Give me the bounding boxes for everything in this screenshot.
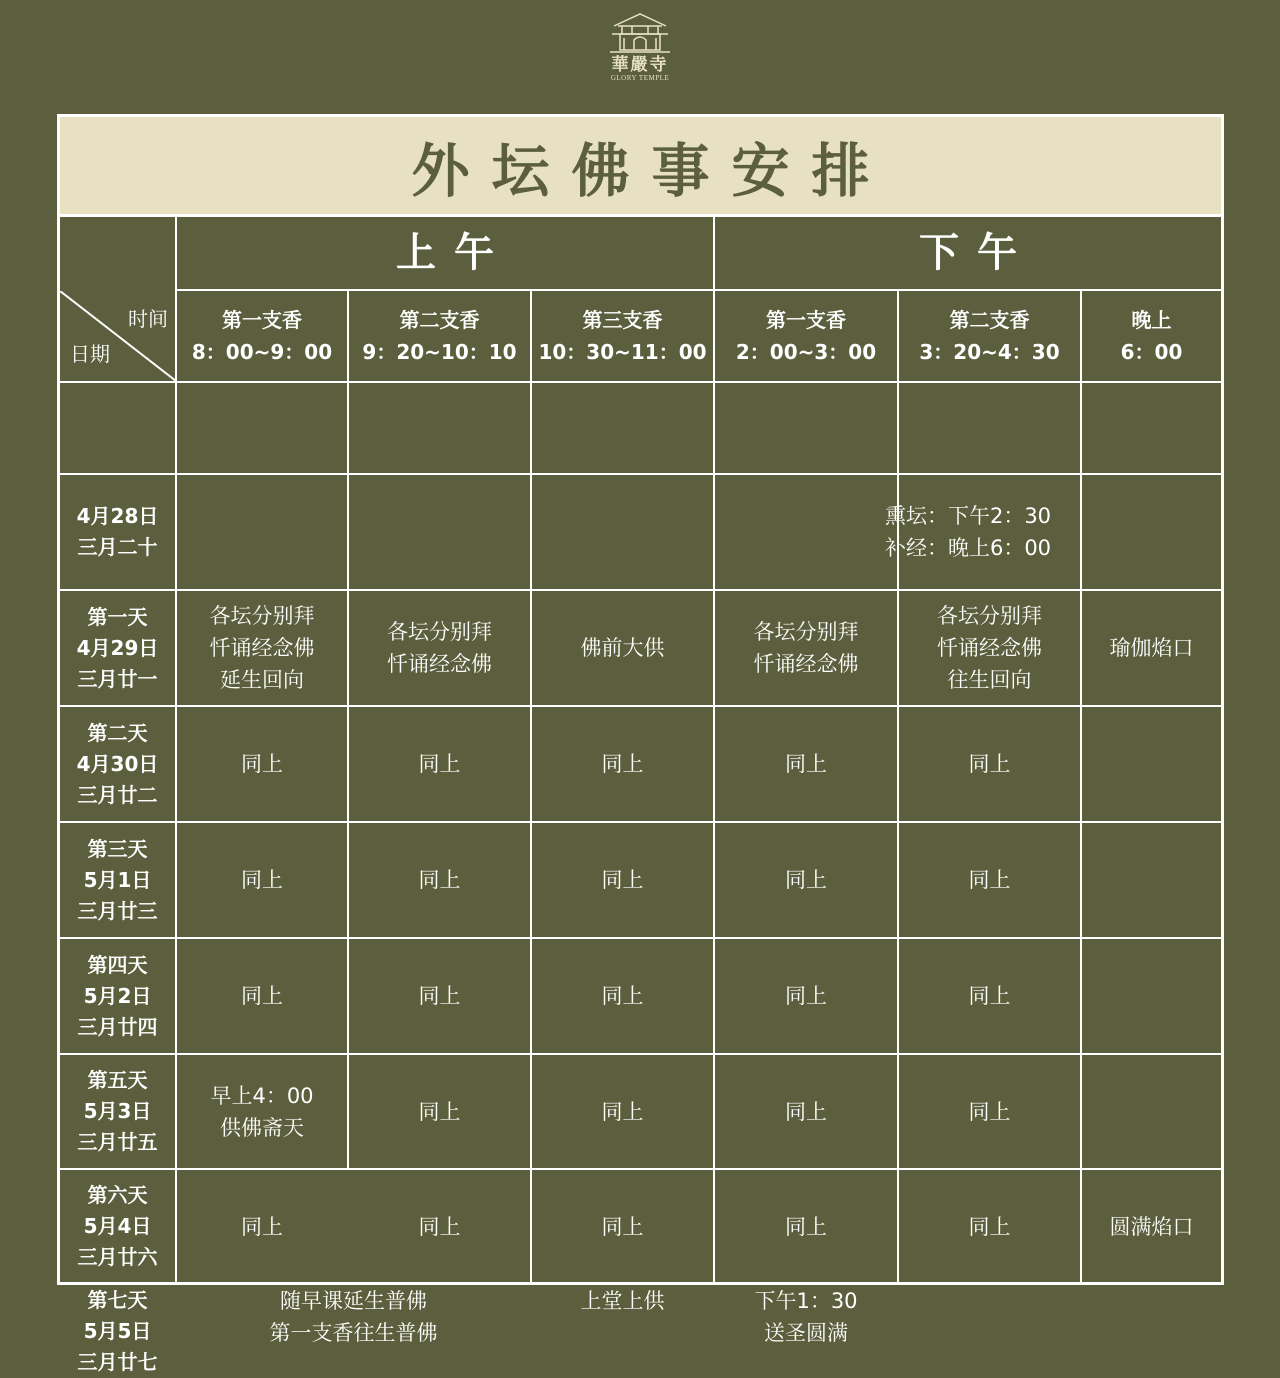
cell-line: 三月廿三 [77,898,158,923]
cell-line: 第二支香 [949,308,1030,332]
session-header [715,291,897,381]
cell-line: 同上 [418,1214,461,1239]
afternoon-label: 下午 [919,230,1035,276]
cell-line: 同上 [601,1214,644,1239]
cell-line: 上堂上供 [580,1289,665,1313]
cell-line: 同上 [968,752,1011,776]
cell-line: 4月28日 [76,504,159,528]
cell-line: 同上 [601,868,644,892]
cell-line: 补经：晚上6：00 [884,536,1052,560]
cell-line: 忏诵经念佛 [937,636,1042,660]
cell-line: 第一天 [87,604,148,629]
schedule-cell [715,939,897,1053]
schedule-cell [532,1170,713,1283]
schedule-cell [1082,1055,1221,1168]
schedule-cell [532,823,713,937]
afternoon-header [715,217,1221,289]
cell-line: 各坛分别拜 [753,620,859,644]
schedule-cell [532,591,713,705]
page-title: 外坛佛事安排 [411,136,892,205]
schedule-cell [177,591,347,705]
date-cell [60,707,175,821]
session-header [1082,291,1221,381]
cell-line: 6：00 [1120,340,1183,364]
morning-label: 上午 [396,230,512,276]
cell-line: 熏坛：下午2：30 [884,504,1052,528]
cell-line: 第一支香 [766,308,846,332]
date-cell [60,475,175,589]
cell-line: 第二天 [87,720,148,745]
cell-line: 9：20~10：10 [362,340,517,364]
cell-line: 同上 [785,1214,827,1239]
cell-line: 供佛斋天 [220,1115,304,1140]
cell-line: 5月5日 [83,1319,152,1343]
schedule-cell [532,1055,713,1168]
cell-line: 同上 [968,1214,1011,1239]
schedule-cell [899,1055,1080,1168]
cell-line: 第二支香 [399,308,480,332]
schedule-cell [899,1170,1080,1283]
schedule-cell [177,939,347,1053]
cell-line: 三月二十 [77,535,158,559]
schedule-cell [899,707,1080,821]
cell-line: 三月廿四 [77,1014,158,1039]
cell-line: 同上 [241,868,283,892]
schedule-cell [177,823,347,937]
cell-line: 往生回向 [947,668,1032,692]
session-header [532,291,713,381]
cell-line: 三月廿一 [77,666,158,691]
cell-line: 第四天 [87,952,148,977]
cell-line: 第三支香 [582,308,663,332]
logo-chinese-name: 華嚴寺 [611,55,669,75]
cell-line: 4月30日 [76,751,159,776]
cell-line: 圆满焰口 [1109,1214,1194,1239]
schedule-cell [1082,1170,1221,1283]
merged-morning-cell [177,1285,530,1349]
cell-line: 同上 [418,868,461,892]
cell-line: 5月3日 [83,1099,152,1123]
cell-line: 忏诵经念佛 [387,652,492,676]
cell-line: 同上 [785,1099,827,1124]
schedule-cell [1082,823,1221,937]
cell-line: 第三天 [87,836,148,861]
cell-line: 三月廿六 [77,1245,158,1269]
cell-line: 同上 [418,984,461,1008]
cell-line: 第五天 [87,1068,148,1092]
cell-line: 瑜伽焰口 [1109,636,1194,660]
afternoon-span-cell [715,475,1221,589]
cell-line: 2：00~3：00 [735,340,877,364]
schedule-table [57,114,1224,1374]
cell-line: 同上 [241,1214,283,1239]
schedule-cell [349,707,530,821]
cell-line: 同上 [968,1099,1011,1124]
cell-line: 随早课延生普佛 [280,1289,427,1313]
cell-line: 同上 [785,752,827,776]
schedule-cell [349,1055,530,1168]
cell-line: 各坛分别拜 [937,604,1042,628]
cell-line: 晚上 [1131,308,1172,332]
date-cell [60,1055,175,1168]
cell-line: 忏诵经念佛 [209,636,315,660]
cell-line: 同上 [241,984,283,1008]
corner-time-label: 时间 [128,307,168,331]
schedule-cell [715,823,897,937]
schedule-cell [1082,591,1221,705]
date-cell [60,1170,175,1283]
schedule-cell [715,1170,897,1283]
schedule-cell [177,1170,347,1283]
date-cell [60,591,175,705]
cell-line: 5月4日 [83,1214,152,1238]
cell-line: 延生回向 [220,668,304,692]
cell-line: 同上 [418,752,461,776]
cell-line: 三月廿二 [77,782,158,807]
date-cell [60,823,175,937]
schedule-cell [715,1055,897,1168]
cell-line: 各坛分别拜 [387,620,492,644]
cell-line: 同上 [785,868,827,892]
session-header [349,291,530,381]
schedule-cell [532,707,713,821]
schedule-cell [177,707,347,821]
cell-line: 第一支香 [222,308,302,332]
cell-line: 同上 [601,752,644,776]
schedule-cell [177,1055,347,1168]
cell-line: 各坛分别拜 [209,604,315,628]
schedule-cell [349,823,530,937]
date-cell [60,939,175,1053]
cell-line: 4月29日 [76,635,159,660]
schedule-cell [1082,939,1221,1053]
cell-line: 三月廿七 [77,1350,158,1374]
logo-english-name: GLORY TEMPLE [610,74,670,82]
cell-line: 同上 [968,984,1011,1008]
schedule-cell [899,823,1080,937]
cell-line: 第一支香往生普佛 [269,1321,438,1345]
schedule-cell [715,1285,897,1349]
cell-line: 同上 [601,984,644,1008]
cell-line: 10：30~11：00 [538,340,707,364]
cell-line: 同上 [785,984,827,1008]
schedule-cell [1082,707,1221,821]
cell-line: 同上 [601,1099,644,1124]
cell-line: 佛前大供 [580,636,665,660]
temple-logo [590,8,690,98]
corner-date-label: 日期 [70,342,110,366]
cell-line: 忏诵经念佛 [753,652,859,676]
cell-line: 第六天 [87,1183,148,1207]
cell-line: 早上4：00 [210,1083,314,1108]
cell-line: 8：00~9：00 [191,340,333,364]
schedule-cell [349,939,530,1053]
cell-line: 三月廿五 [77,1130,158,1154]
schedule-cell [899,939,1080,1053]
morning-header [177,217,713,289]
schedule-cell [349,591,530,705]
cell-line: 同上 [418,1099,461,1124]
schedule-cell [715,591,897,705]
temple-gate-icon [608,8,672,54]
cell-line: 3：20~4：30 [919,340,1060,364]
schedule-cell [532,939,713,1053]
corner-header [60,291,176,381]
schedule-cell [532,1285,713,1317]
session-header [177,291,347,381]
cell-line: 5月1日 [83,867,152,892]
divider [60,381,1221,383]
cell-line: 同上 [241,752,283,776]
schedule-cell [899,591,1080,705]
schedule-cell [349,1170,530,1283]
title-bar [60,117,1221,217]
date-cell [60,1285,175,1378]
cell-line: 送圣圆满 [764,1321,848,1345]
cell-line: 下午1：30 [754,1289,858,1313]
session-header [899,291,1080,381]
cell-line: 5月2日 [83,983,152,1008]
cell-line: 第七天 [87,1288,148,1312]
cell-line: 同上 [968,868,1011,892]
schedule-cell [715,707,897,821]
